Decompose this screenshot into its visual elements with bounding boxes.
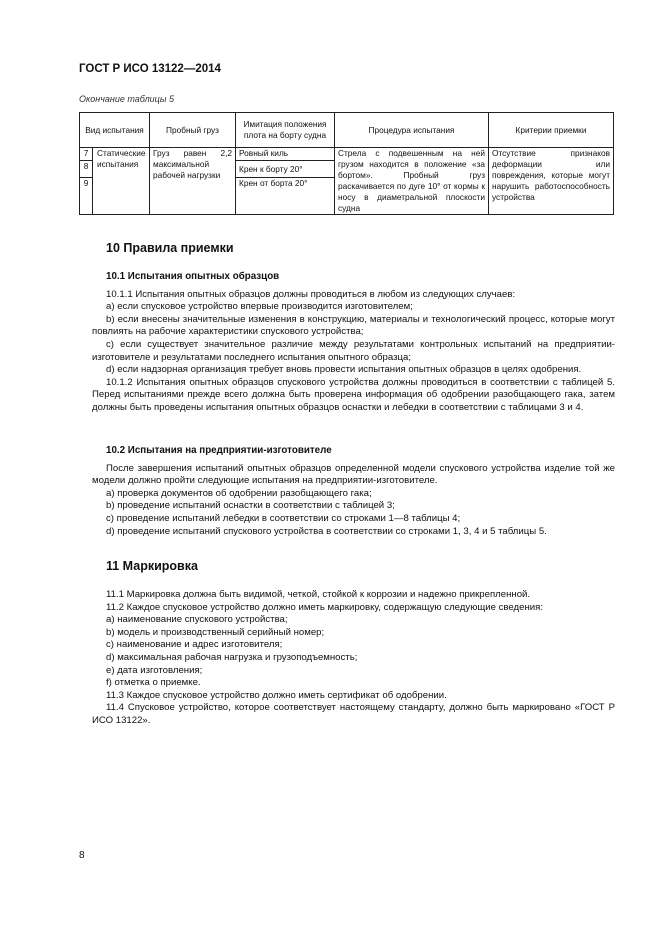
table-5 <box>79 112 614 215</box>
table-row <box>80 148 614 161</box>
list-item: f) отметка о приемке. <box>106 677 201 689</box>
section-11 <box>92 589 615 728</box>
cell-imitation: Крен к борту 20° <box>236 161 335 178</box>
section-11-title: 11 Маркировка <box>106 559 198 573</box>
list-item: c) если существует значительное различие между результатами контрольных испытаний на предприятии-изготовителе и результатами последнего испытания опытного образца; <box>92 338 615 363</box>
cell-criteria: Отсутствие признаков деформации или повреждения, которые могут нарушить работоспособность устройства <box>489 148 614 215</box>
list-item: d) максимальная рабочая нагрузка и грузоподъемность; <box>106 651 358 663</box>
col-header-gruz: Пробный груз <box>150 113 236 148</box>
row-number: 7 <box>80 148 93 161</box>
paragraph-11-2: 11.2 Каждое спусковое устройство должно иметь маркировку, содержащую следующие сведения: <box>106 601 544 613</box>
col-header-vid: Вид испытания <box>80 113 150 148</box>
paragraph-10-1-1: 10.1.1 Испытания опытных образцов должны проводиться в любом из следующих случаев: <box>106 288 516 300</box>
table-header-row <box>80 113 614 148</box>
cell-test-type: Статические испытания <box>93 148 150 215</box>
list-item: d) проведение испытаний спускового устройства в соответствии со строками 1, 3, 4 и 5 таблицы 5. <box>106 525 547 537</box>
paragraph-10-1-2: 10.1.2 Испытания опытных образцов спускового устройства должны проводиться в соответствии с таблицей 5. Перед испытаниями прежде всего должна быть проверена информация об одобрении разобщающего гака, затем должны быть проведены испытания опытных образцов оснастки и лебедки в соответствии с таблицами 3 и 4. <box>92 376 615 413</box>
row-number: 9 <box>80 178 93 215</box>
page-number: 8 <box>79 850 85 861</box>
col-header-imitation: Имитация положения плота на борту судна <box>236 113 335 148</box>
list-item: b) проведение испытаний оснастки в соответствии с таблицей 3; <box>106 500 395 512</box>
list-item: c) проведение испытаний лебедки в соответствии со строками 1—8 таблицы 4; <box>106 512 461 524</box>
list-item: b) модель и производственный серийный номер; <box>106 626 325 638</box>
cell-procedure: Стрела с подвешенным на ней грузом находится в положение «за бортом». Пробный груз раскачивается по дуге 10° от кормы к носу в диаметральной плоскости судна <box>335 148 489 215</box>
section-10-title: 10 Правила приемки <box>106 241 234 255</box>
paragraph-11-1: 11.1 Маркировка должна быть видимой, четкой, стойкой к коррозии и надежно прикрепленной. <box>106 589 531 600</box>
cell-imitation: Ровный киль <box>236 148 335 161</box>
document-header: ГОСТ Р ИСО 13122—2014 <box>79 63 221 75</box>
section-10-2 <box>92 445 615 538</box>
col-header-criteria: Критерии приемки <box>489 113 614 148</box>
section-10-1 <box>92 271 615 415</box>
list-item: c) наименование и адрес изготовителя; <box>106 639 283 651</box>
list-item: а) если спусковое устройство впервые производится изготовителем; <box>106 301 413 313</box>
subsection-10-1-title: 10.1 Испытания опытных образцов <box>106 271 280 282</box>
list-item: а) наименование спускового устройства; <box>106 614 288 626</box>
list-item: e) дата изготовления; <box>106 664 203 676</box>
col-header-procedure: Процедура испытания <box>335 113 489 148</box>
list-item: d) если надзорная организация требует вновь провести испытания опытных образцов в целях одобрения. <box>106 364 582 376</box>
table-caption: Окончание таблицы 5 <box>79 94 174 104</box>
cell-test-load: Груз равен 2,2 максимальной рабочей нагрузки <box>150 148 236 215</box>
paragraph-10-2: После завершения испытаний опытных образцов определенной модели спускового устройства изделие той же модели должно пройти следующие испытания на предприятии-изготовителе. <box>92 462 615 487</box>
paragraph-11-3: 11.3 Каждое спусковое устройство должно иметь сертификат об одобрении. <box>106 689 447 701</box>
list-item: b) если внесены значительные изменения в конструкцию, материалы и технологический процесс, которые могут повлиять на рабочие характеристики спускового устройства; <box>92 313 615 338</box>
subsection-10-2-title: 10.2 Испытания на предприятии-изготовителе <box>106 445 332 456</box>
cell-imitation: Крен от борта 20° <box>236 178 335 215</box>
list-item: а) проверка документов об одобрении разобщающего гака; <box>106 487 372 499</box>
row-number: 8 <box>80 161 93 178</box>
paragraph-11-4: 11.4 Спусковое устройство, которое соответствует настоящему стандарту, должно быть маркировано «ГОСТ Р ИСО 13122». <box>92 702 615 726</box>
